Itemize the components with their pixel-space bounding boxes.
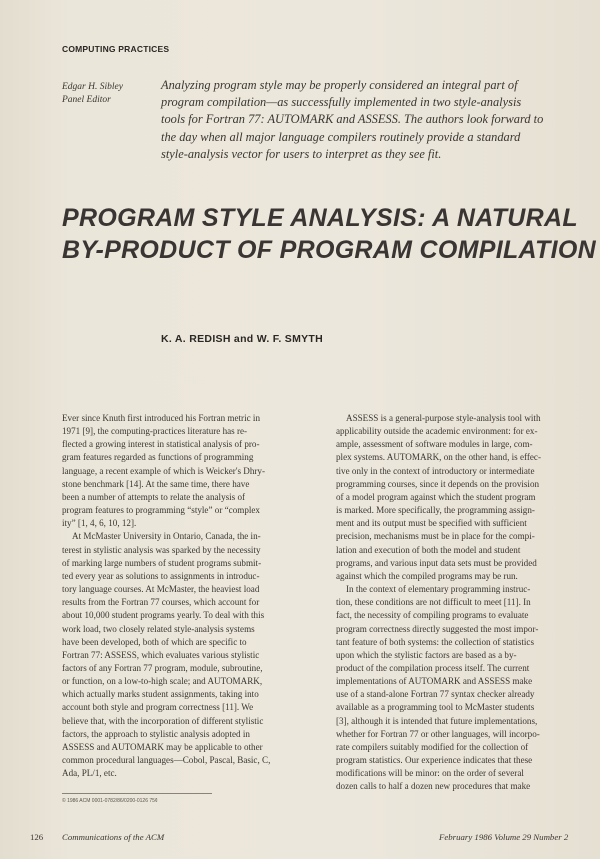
body-line: plex systems. AUTOMARK, on the other hand, is effec- [336, 452, 541, 463]
editor-credit [62, 81, 152, 107]
body-line: applicability outside the academic environment: for ex- [336, 426, 538, 437]
body-line: factors of any Fortran 77 program, module, subroutine, [62, 662, 263, 673]
body-line: or function, on a low-to-high scale; and AUTOMARK, [62, 676, 263, 687]
body-line: is marked. More specifically, the programming assign- [336, 505, 535, 516]
title-line: BY-PRODUCT OF PROGRAM COMPILATION [62, 236, 596, 264]
body-line: At McMaster University in Ontario, Canada, the in- [72, 531, 261, 542]
body-line: ASSESS and AUTOMARK may be applicable to other [62, 741, 263, 752]
abstract-line: Analyzing program style may be properly considered an integral part of [161, 78, 518, 92]
abstract-line: the day when all major language compilers routinely provide a standard [161, 129, 521, 144]
body-line: ment and its output must be specified with sufficient [336, 518, 527, 529]
authors: K. A. REDISH and W. F. SMYTH [161, 333, 324, 345]
body-line: gram features regarded as functions of programming [62, 452, 254, 463]
body-line: work load, two closely related style-analysis systems [62, 623, 255, 634]
body-line: of a model program against which the student program [336, 491, 536, 502]
editor-role: Panel Editor [62, 95, 111, 105]
abstract-line: style-analysis vector for users to interpret as they see fit. [161, 146, 442, 161]
body-line: ted every year as solutions to assignments in introduc- [62, 570, 260, 581]
copyright-notice: © 1986 ACM 0001-0782/86/0200-0126 75¢ [62, 798, 158, 804]
body-line: programs, and various input data sets must be provided [336, 557, 537, 568]
body-line: upon which the stylistic factors are based as a by- [336, 649, 517, 660]
body-line: flected a growing interest in statistical analysis of pro- [62, 439, 260, 450]
body-line: terest in stylistic analysis was sparked by the necessity [62, 544, 261, 555]
body-line: tory language courses. At McMaster, the heaviest load [62, 584, 260, 595]
body-line: modifications will be minor: on the order of several [336, 768, 524, 779]
body-line: ample, assessment of software modules in large, com- [336, 439, 533, 450]
body-line: implementations of AUTOMARK and ASSESS make [336, 676, 533, 687]
body-line: stone benchmark [14]. At the same time, there have [62, 478, 250, 489]
body-line: programming courses, since it depends on the provision [336, 478, 540, 489]
page-number: 126 [30, 832, 44, 842]
issue-info: February 1986 Volume 29 Number 2 [439, 832, 569, 842]
body-line: whether for Fortran 77 or other languages, will incorpo- [336, 728, 540, 739]
body-line: tion, these conditions are not difficult to meet [11]. In [336, 597, 531, 608]
section-label: COMPUTING PRACTICES [62, 44, 170, 54]
body-line: rate compilers suitably modified for the collection of [336, 741, 529, 752]
body-line: been a number of attempts to relate the analysis of [62, 491, 246, 502]
title-line: PROGRAM STYLE ANALYSIS: A NATURAL [62, 204, 578, 232]
body-line: factors, the approach to stylistic analysis adopted in [62, 728, 250, 739]
body-line: product of the compilation process itself. The current [336, 662, 530, 673]
abstract-line: program compilation—as successfully implemented in two style-analysis [161, 95, 522, 110]
body-line: available as a programming tool to McMaster students [336, 702, 535, 713]
right-column [336, 412, 594, 794]
left-column [62, 412, 320, 780]
body-line: dozen calls to half a dozen new procedures that make [336, 781, 531, 792]
body-line: have been developed, both of which are specific to [62, 636, 247, 647]
body-line: ity” [1, 4, 6, 10, 12]. [62, 518, 137, 529]
body-line: results from the Fortran 77 courses, which account for [62, 597, 260, 608]
body-line: common procedural languages—Cobol, Pascal, Basic, C, [62, 755, 271, 766]
body-line: precision, mechanisms must be in place for the compi- [336, 531, 535, 542]
journal-name: Communications of the ACM [62, 832, 165, 842]
body-line: 1971 [9], the computing-practices literature has re- [62, 426, 248, 437]
body-line: language, a recent example of which is Weicker's Dhry- [62, 465, 265, 476]
body-line: In the context of elementary programming instruc- [346, 584, 531, 595]
body-line: believe that, with the incorporation of different stylistic [62, 715, 264, 726]
body-line: use of a stand-alone Fortran 77 syntax checker already [336, 689, 535, 700]
body-line: [3], although it is intended that future implementations, [336, 715, 538, 726]
body-line: ASSESS is a general-purpose style-analysis tool with [346, 413, 541, 423]
body-line: tant feature of both systems: the collection of statistics [336, 636, 534, 647]
body-line: Ever since Knuth first introduced his Fortran metric in [62, 413, 260, 423]
body-line: about 10,000 student programs yearly. To deal with this [62, 610, 265, 621]
body-line: against which the compiled programs may be run. [336, 570, 518, 581]
body-line: of marking large numbers of student programs submit- [62, 557, 262, 568]
editor-name: Edgar H. Sibley [62, 82, 123, 92]
body-line: Ada, PL/1, etc. [62, 768, 117, 779]
body-line: Fortran 77: ASSESS, which evaluates various stylistic [62, 649, 260, 660]
body-line: fact, the necessity of compiling programs to evaluate [336, 610, 529, 621]
body-line: account both style and program correctness [11]. We [62, 702, 254, 713]
body-line: program correctness directly suggested the most impor- [336, 623, 539, 634]
abstract [161, 77, 581, 163]
body-line: tive only in the context of introductory or intermediate [336, 465, 535, 476]
body-line: lation and execution of both the model and student [336, 544, 521, 555]
footnote-rule [62, 793, 212, 794]
body-line: program features to programming “style” or “complex [62, 505, 260, 516]
body-line: which actually marks student assignments, taking into [62, 689, 259, 700]
abstract-line: tools for Fortran 77: AUTOMARK and ASSESS. The authors look forward to [161, 112, 544, 127]
article-title [62, 202, 596, 266]
body-line: program statistics. Our experience indicates that these [336, 755, 533, 766]
